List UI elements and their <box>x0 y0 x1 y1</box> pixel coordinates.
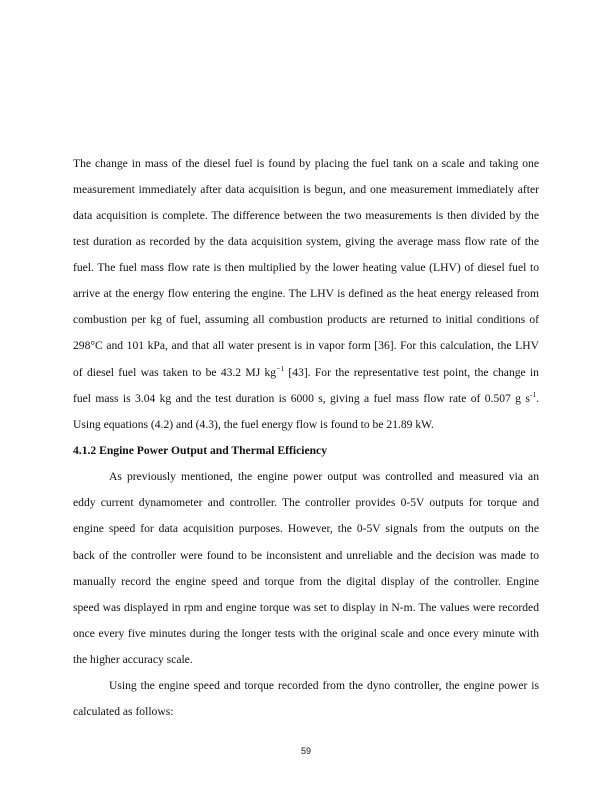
text-line: fuel. The fuel mass flow rate is then multiplied by the lower heating value (LHV) of diesel fuel to <box>73 261 539 274</box>
text-line: measurement immediately after data acquisition is begun, and one measurement immediately after <box>73 183 539 196</box>
text-line <box>73 366 539 380</box>
text-line: the higher accuracy scale. <box>73 653 193 666</box>
text-line: back of the controller were found to be inconsistent and unreliable and the decision was made to <box>73 549 539 562</box>
text-line: manually record the engine speed and torque from the digital display of the controller. Engine <box>73 575 539 588</box>
text-line: speed was displayed in rpm and engine torque was set to display in N-m. The values were recorded <box>73 601 539 614</box>
text-line: data acquisition is complete. The difference between the two measurements is then divided by the <box>73 209 539 222</box>
text-line: The change in mass of the diesel fuel is found by placing the fuel tank on a scale and taking one <box>73 157 539 170</box>
page-number: 59 <box>300 746 311 756</box>
text: . <box>536 392 539 405</box>
text-line: 298°C and 101 kPa, and that all water present is in vapor form [36]. For this calculation, the LHV <box>73 339 539 352</box>
text: fuel mass is 3.04 kg and the test duration is 6000 s, giving a fuel mass flow rate of 0.507 g s <box>73 392 530 405</box>
text-line: As previously mentioned, the engine power output was controlled and measured via an <box>109 470 539 483</box>
text-line: engine speed for data acquisition purposes. However, the 0-5V signals from the outputs on the <box>73 522 539 535</box>
superscript: −1 <box>276 364 285 373</box>
text-line: eddy current dynamometer and controller. The controller provides 0-5V outputs for torque and <box>73 496 539 509</box>
text-line: Using equations (4.2) and (4.3), the fuel energy flow is found to be 21.89 kW. <box>73 418 434 431</box>
text-line: combustion per kg of fuel, assuming all combustion products are returned to initial conditions of <box>73 313 539 326</box>
text-line: arrive at the energy flow entering the engine. The LHV is defined as the heat energy released from <box>73 287 539 300</box>
text-line: once every five minutes during the longer tests with the original scale and once every minute with <box>73 627 539 640</box>
text: [43]. For the representative test point, the change in <box>284 366 539 379</box>
text-line <box>73 392 539 406</box>
text-line: calculated as follows: <box>73 705 174 718</box>
superscript: -1 <box>529 390 537 399</box>
text-line: Using the engine speed and torque recorded from the dyno controller, the engine power is <box>109 679 539 692</box>
text: of diesel fuel was taken to be 43.2 MJ kg <box>73 366 277 379</box>
section-heading: 4.1.2 Engine Power Output and Thermal Efficiency <box>73 444 327 457</box>
text-line: test duration as recorded by the data acquisition system, giving the average mass flow rate of the <box>73 235 539 248</box>
